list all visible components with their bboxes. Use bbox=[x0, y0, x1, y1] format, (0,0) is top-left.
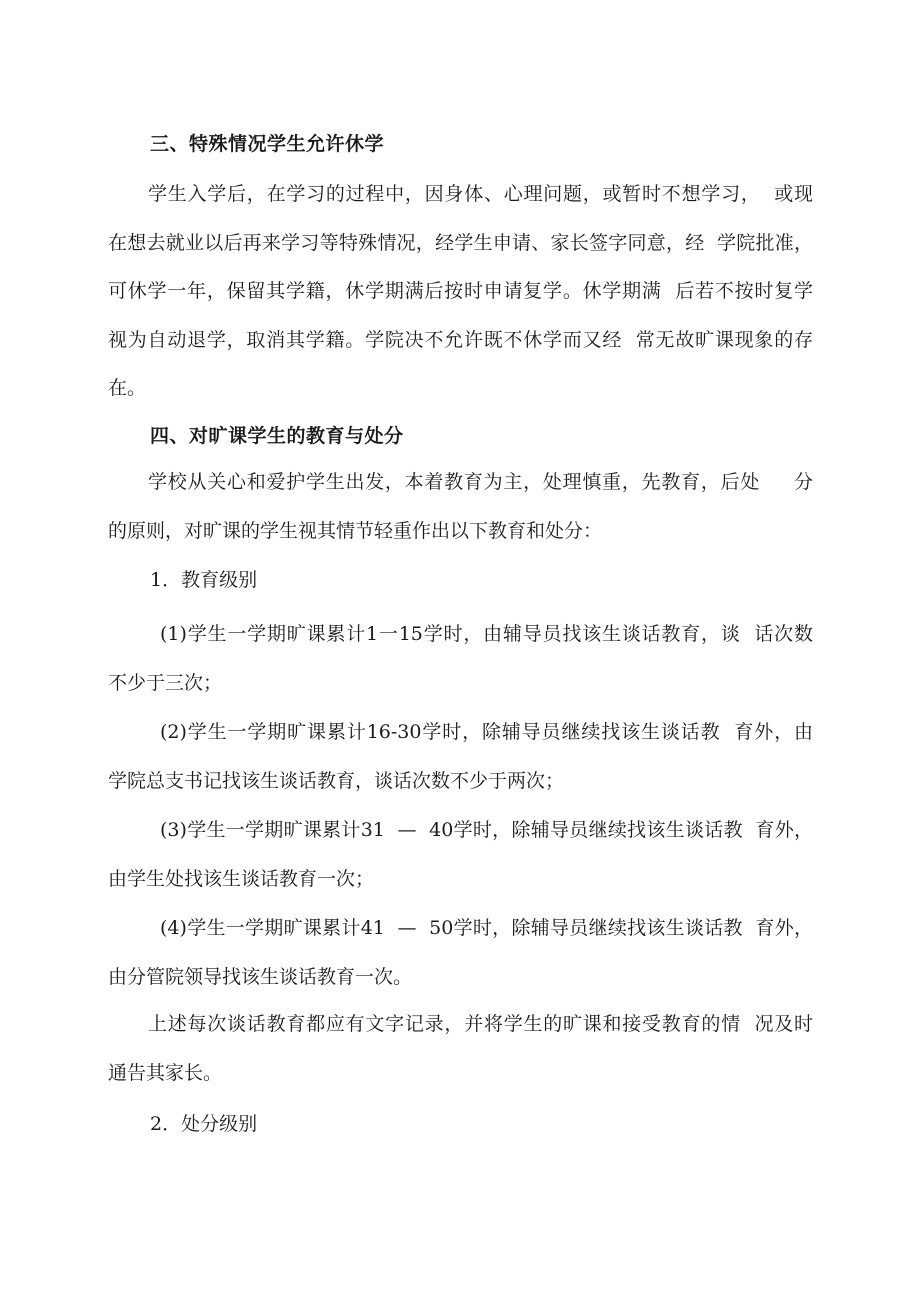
paragraph-line: 可休学一年，保留其学籍，休学期满后按时申请复学。休学期满 后若不按时复学 bbox=[108, 280, 813, 302]
education-item-3 bbox=[108, 806, 813, 903]
paragraph-line: 在想去就业以后再来学习等特殊情况，经学生申请、家长签字同意，经 学院批准， bbox=[108, 231, 813, 254]
education-item-1 bbox=[108, 610, 813, 707]
paragraph-line: 不少于三次； bbox=[108, 671, 223, 694]
paragraph-line: 视为自动退学，取消其学籍。学院决不允许既不休学而又经 常无故旷课现象的存 bbox=[108, 328, 813, 351]
paragraph-line: (3)学生一学期旷课累计31 — 40学时，除辅导员继续找该生谈话教 育外， bbox=[160, 819, 813, 841]
paragraph-line: 学院总支书记找该生谈话教育，谈话次数不少于两次； bbox=[108, 769, 565, 792]
paragraph-line: 学校从关心和爱护学生出发，本着教育为主，处理慎重，先教育，后处 分 bbox=[148, 471, 813, 493]
section-3-heading: 三、特殊情况学生允许休学 bbox=[150, 133, 385, 155]
paragraph-line: (4)学生一学期旷课累计41 — 50学时，除辅导员继续找该生谈话教 育外， bbox=[160, 917, 813, 939]
punishment-level-title: 2．处分级别 bbox=[150, 1113, 258, 1135]
education-item-4 bbox=[108, 904, 813, 1001]
paragraph-line: 在。 bbox=[108, 377, 147, 399]
paragraph-line: 由学生处找该生谈话教育一次； bbox=[108, 867, 375, 890]
paragraph-line: 学生入学后，在学习的过程中，因身体、心理问题，或暂时不想学习， 或现 bbox=[148, 183, 813, 205]
paragraph-line: (1)学生一学期旷课累计1一15学时，由辅导员找该生谈话教育，谈 话次数 bbox=[160, 623, 813, 645]
education-item-2 bbox=[108, 708, 813, 805]
paragraph-line: 上述每次谈话教育都应有文字记录，并将学生的旷课和接受教育的情 况及时 bbox=[148, 1013, 813, 1035]
section-3-paragraph bbox=[108, 170, 813, 413]
section-4-heading: 四、对旷课学生的教育与处分 bbox=[150, 425, 404, 447]
paragraph-line: 的原则，对旷课的学生视其情节轻重作出以下教育和处分： bbox=[108, 519, 603, 542]
record-paragraph bbox=[108, 1000, 813, 1097]
education-level-title: 1．教育级别 bbox=[150, 569, 258, 591]
section-4-intro-paragraph bbox=[108, 458, 813, 555]
paragraph-line: (2)学生一学期旷课累计16-30学时，除辅导员继续找该生谈话教 育外，由 bbox=[160, 721, 813, 743]
paragraph-line: 通告其家长。 bbox=[108, 1061, 223, 1084]
paragraph-line: 由分管院领导找该生谈话教育一次。 bbox=[108, 965, 413, 988]
